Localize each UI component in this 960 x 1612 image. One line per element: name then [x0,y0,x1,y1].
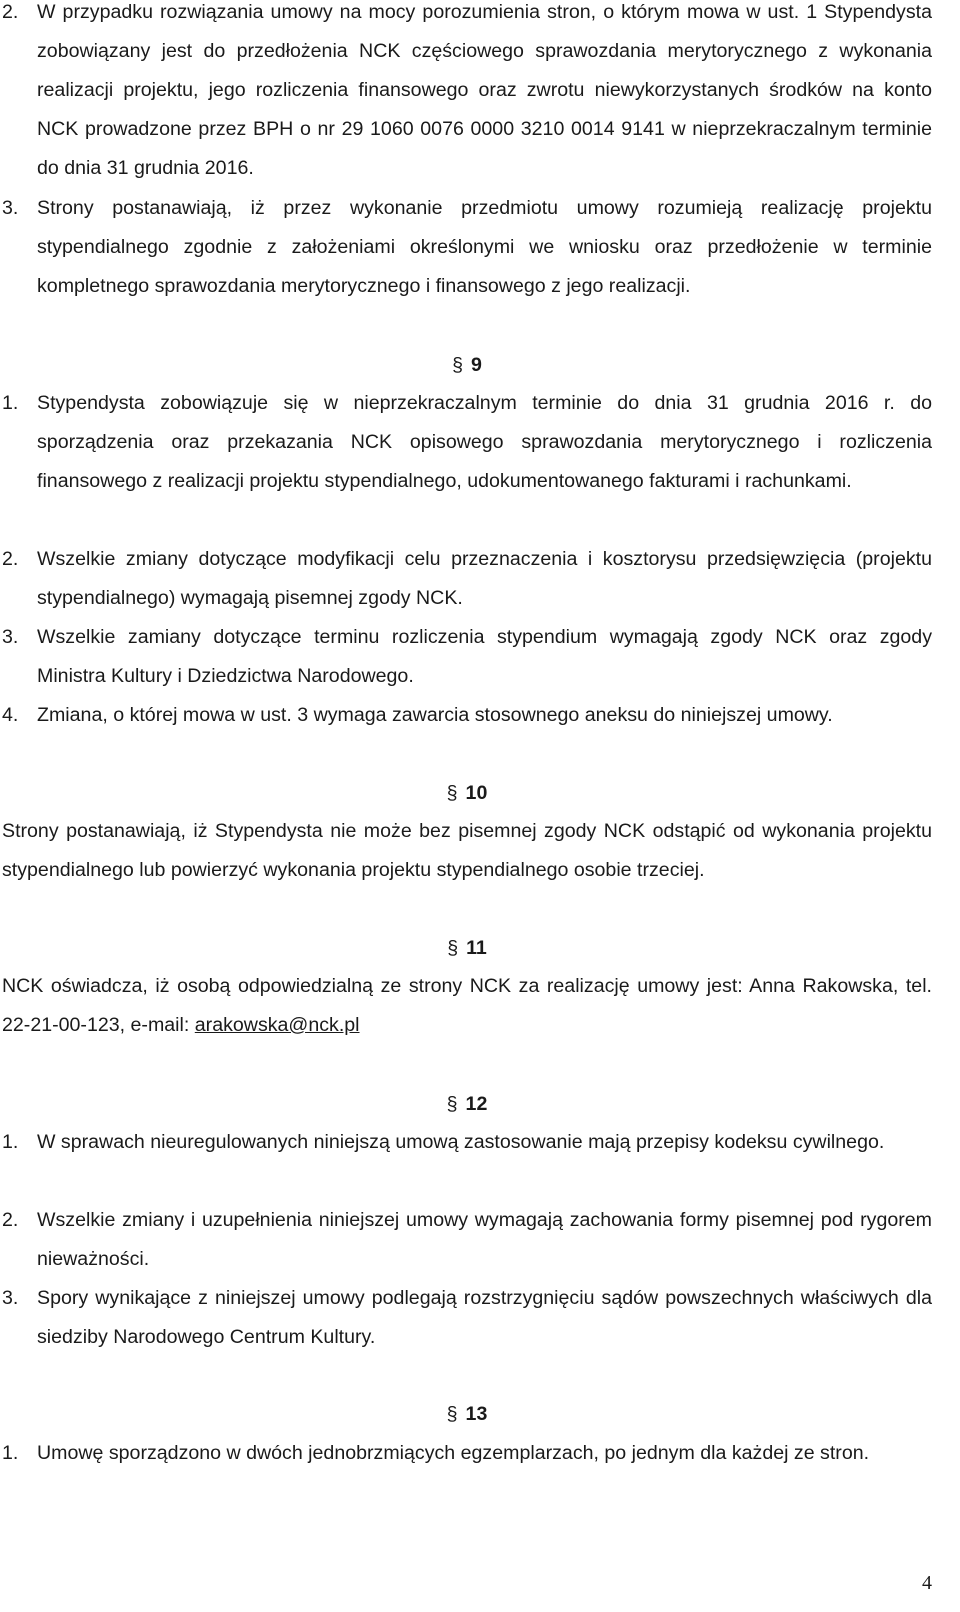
clause-number: 1. [2,1442,19,1464]
clause-9-3 [2,618,932,696]
section-heading-10 [0,774,934,813]
clause-text: Strony postanawiają, iż przez wykonanie przedmiotu umowy rozumieją realizację projektu stypendialnego zgodnie z założeniami określonymi we wniosku oraz przedłożenie w terminie kompletnego sprawozdania merytorycznego i finansowego z jego realizacji. [37,197,932,297]
email-link[interactable]: arakowska@nck.pl [194,1014,360,1036]
section-heading-9 [0,346,934,385]
clause-number: 3. [2,197,19,219]
clause-12-1 [2,1123,932,1162]
section-sign: § [446,1403,458,1425]
clause-10: Strony postanawiają, iż Stypendysta nie może bez pisemnej zgody NCK odstąpić od wykonania projektu stypendialnego lub powierzyć wykonania projektu stypendialnego osobie trzeciej. [2,820,932,881]
clause-number: 2. [2,1,19,23]
clause-8-2 [2,0,932,188]
section-sign: § [446,1093,458,1115]
clause-9-1 [2,384,932,501]
clause-number: 4. [2,704,19,726]
clause-number: 3. [2,626,19,648]
clause-11 [2,967,932,1045]
clause-text: Stypendysta zobowiązuje się w nieprzekraczalnym terminie do dnia 31 grudnia 2016 r. do sporządzenia oraz przekazania NCK opisowego sprawozdania merytorycznego i rozliczenia finansowego z realizacji projektu stypendialnego, udokumentowanego fakturami i rachunkami. [37,392,932,492]
clause-text: Spory wynikające z niniejszej umowy podlegają rozstrzygnięciu sądów powszechnych właściwych dla siedziby Narodowego Centrum Kultury. [37,1287,932,1348]
clause-text: Wszelkie zamiany dotyczące terminu rozliczenia stypendium wymagają zgody NCK oraz zgody Ministra Kultury i Dziedzictwa Narodowego. [37,626,932,687]
clause-number: 1. [2,1131,19,1153]
section-heading-13 [0,1395,934,1434]
clause-text: Wszelkie zmiany i uzupełnienia niniejszej umowy wymagają zachowania formy pisemnej pod rygorem nieważności. [37,1209,932,1270]
clause-text: Wszelkie zmiany dotyczące modyfikacji celu przeznaczenia i kosztorysu przedsięwzięcia (projektu stypendialnego) wymagają pisemnej zgody NCK. [37,548,932,609]
page-number: 4 [922,1572,932,1594]
section-heading-11 [0,929,934,968]
clause-number: 3. [2,1287,19,1309]
clause-9-4 [2,696,932,735]
clause-text: Zmiana, o której mowa w ust. 3 wymaga zawarcia stosownego aneksu do niniejszej umowy. [37,704,833,726]
clause-text: NCK oświadcza, iż osobą odpowiedzialną ze strony NCK za realizację umowy jest: Anna Rakowska, tel. 22-21-00-123, e-mail: [2,975,932,1036]
clause-text: W przypadku rozwiązania umowy na mocy porozumienia stron, o którym mowa w ust. 1 Stypendysta zobowiązany jest do przedłożenia NCK częściowego sprawozdania merytorycznego z wykonania realizacji projektu, jego rozliczenia finansowego oraz zwrotu niewykorzystanych środków na konto NCK prowadzone przez BPH o nr 29 1060 0076 0000 3210 0014 9141 w nieprzekraczalnym terminie do dnia 31 grudnia 2016. [37,1,932,179]
section-number: 13 [465,1403,488,1425]
clause-number: 1. [2,392,19,414]
clause-text: Umowę sporządzono w dwóch jednobrzmiących egzemplarzach, po jednym dla każdej ze stron. [37,1442,870,1464]
clause-13-1 [2,1434,932,1473]
clause-number: 2. [2,1209,19,1231]
section-number: 12 [465,1093,488,1115]
section-heading-12 [0,1085,934,1124]
section-number: 11 [466,937,487,959]
clause-12-3 [2,1279,932,1357]
clause-12-2 [2,1201,932,1279]
clause-9-2 [2,540,932,618]
clause-number: 2. [2,548,19,570]
section-sign: § [447,937,459,959]
clause-text: W sprawach nieuregulowanych niniejszą umową zastosowanie mają przepisy kodeksu cywilnego. [37,1131,885,1153]
section-sign: § [446,782,458,804]
section-number: 9 [471,354,482,376]
section-sign: § [452,354,463,376]
clause-8-3 [2,189,932,306]
section-number: 10 [465,782,488,804]
